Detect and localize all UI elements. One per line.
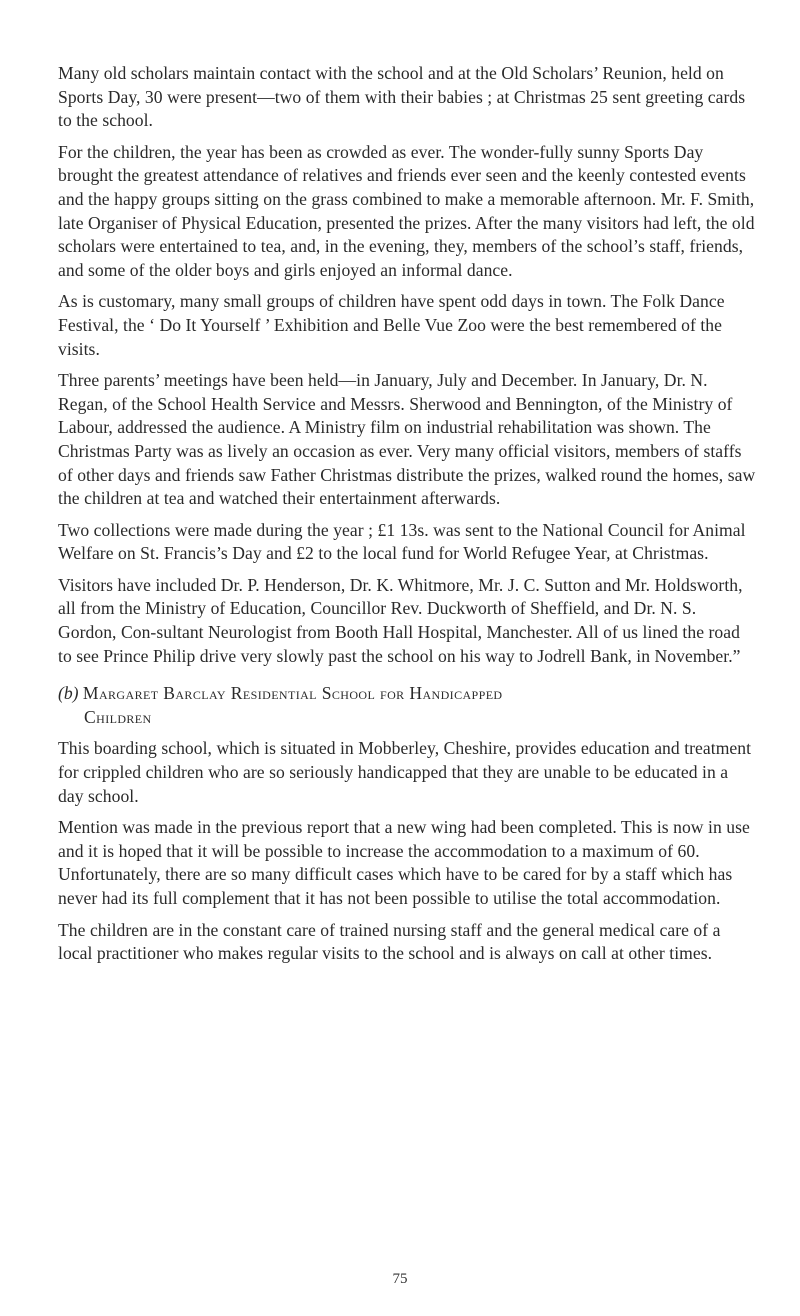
- paragraph-boarding-school: This boarding school, which is situated in Mobberley, Cheshire, provides education and treatment for crippled children who are so seriously handicapped that they are unable to be educated in a day school.: [58, 738, 752, 806]
- section-label: (b): [58, 683, 79, 704]
- paragraph-new-wing: Mention was made in the previous report that a new wing had been completed. This is now in use and it is hoped that it will be possible to increase the accommodation to a maximum of 60. Unfortunately, there are so many difficult cases which have to be cared for by a staff which has never had its full complement that it has not been possible to utilise the total accommodation.: [58, 817, 750, 908]
- paragraph-collections: Two collections were made during the year ; £1 13s. was sent to the National Council for Animal Welfare on St. Francis’s Day and £2 to the local fund for World Refugee Year, at Christmas.: [58, 519, 746, 564]
- paragraph-parents-meetings: Three parents’ meetings have been held—in January, July and December. In January, Dr. N. Regan, of the School Health Service and Messrs. Sherwood and Bennington, of the Ministry of Labour, addressed the audience. A Ministry film on industrial rehabilitation was shown. The Christmas Party was as lively an occasion as ever. Very many official visitors, members of staffs of other days and friends saw Father Christmas distribute the prizes, walked round the homes, saw the children at tea and watched their entertainment afterwards.: [58, 370, 756, 509]
- page-number: 75: [392, 1271, 408, 1287]
- document-page: [58, 62, 758, 974]
- paragraph-town-visits: As is customary, many small groups of children have spent odd days in town. The Folk Dance Festival, the ‘ Do It Yourself ’ Exhibition and Belle Vue Zoo were the best remembered of the visits.: [58, 291, 725, 359]
- paragraph-sports-day: For the children, the year has been as crowded as ever. The wonder-fully sunny Sports Day brought the greatest attendance of relatives and friends ever seen and the keenly contested events and the happy groups sitting on the grass combined to make a memorable afternoon. Mr. F. Smith, late Organiser of Physical Education, presented the prizes. After the many visitors had left, the old scholars were entertained to tea, and, in the evening, they, members of the school’s staff, friends, and some of the older boys and girls enjoyed an informal dance.: [58, 141, 755, 280]
- paragraph-visitors: Visitors have included Dr. P. Henderson, Dr. K. Whitmore, Mr. J. C. Sutton and Mr. Holdsworth, all from the Ministry of Education, Councillor Rev. Duckworth of Sheffield, and Dr. N. S. Gordon, Con-sultant Neurologist from Booth Hall Hospital, Manchester. All of us lined the road to see Prince Philip drive very slowly past the school on his way to Jodrell Bank, in November.”: [58, 574, 743, 666]
- section-heading: [58, 682, 758, 729]
- section-title-line1: Margaret Barclay Residential School for Handicapped: [82, 683, 503, 704]
- paragraph-medical-care: The children are in the constant care of trained nursing staff and the general medical care of a local practitioner who makes regular visits to the school and is always on call at other times.: [58, 919, 721, 964]
- paragraph-old-scholars: Many old scholars maintain contact with the school and at the Old Scholars’ Reunion, held on Sports Day, 30 were present—two of them with their babies ; at Christmas 25 sent greeting cards to the school.: [58, 63, 746, 131]
- section-title-line2: Children: [84, 706, 152, 727]
